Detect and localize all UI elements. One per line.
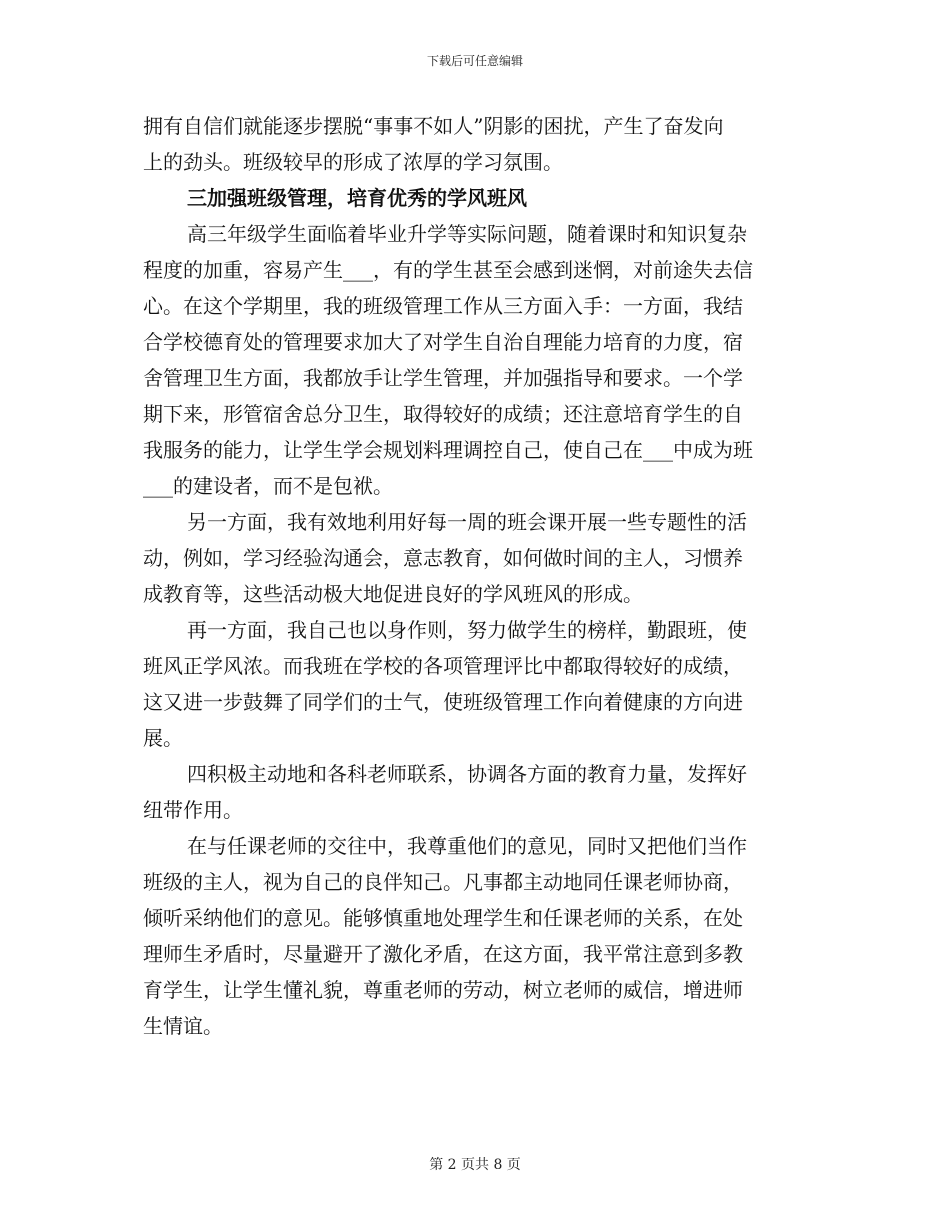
text-line: 另一方面，我有效地利用好每一周的班会课开展一些专题性的活 bbox=[187, 510, 747, 534]
text-line: 展。 bbox=[143, 726, 183, 750]
text-line: 班级的主人，视为自己的良伴知己。凡事都主动地同任课老师协商， bbox=[143, 870, 743, 894]
text-line: 我服务的能力，让学生学会规划料理调控自己，使自己在___中成为班 bbox=[143, 438, 753, 462]
text-line: 心。在这个学期里，我的班级管理工作从三方面入手：一方面，我结 bbox=[143, 294, 743, 318]
text-line: 在与任课老师的交往中，我尊重他们的意见，同时又把他们当作 bbox=[187, 834, 747, 858]
text-line: 四积极主动地和各科老师联系，协调各方面的教育力量，发挥好 bbox=[187, 762, 747, 786]
text-line: 这又进一步鼓舞了同学们的士气，使班级管理工作向着健康的方向进 bbox=[143, 690, 743, 714]
text-line: 高三年级学生面临着毕业升学等实际问题，随着课时和知识复杂 bbox=[187, 222, 747, 246]
document-body bbox=[143, 108, 803, 1044]
text-line: 纽带作用。 bbox=[143, 798, 243, 822]
text-line: 期下来，形管宿舍总分卫生，取得较好的成绩；还注意培育学生的自 bbox=[143, 402, 743, 426]
text-line: 育学生，让学生懂礼貌，尊重老师的劳动，树立老师的威信，增进师 bbox=[143, 978, 743, 1002]
paragraph-lines bbox=[143, 108, 803, 1044]
text-line: 上的劲头。班级较早的形成了浓厚的学习氛围。 bbox=[143, 150, 563, 174]
section-heading-line: 三加强班级管理，培育优秀的学风班风 bbox=[187, 186, 527, 210]
text-line: 程度的加重，容易产生___，有的学生甚至会感到迷惘，对前途失去信 bbox=[143, 258, 753, 282]
text-line: 再一方面，我自己也以身作则，努力做学生的榜样，勤跟班，使 bbox=[187, 618, 747, 642]
text-line: 生情谊。 bbox=[143, 1014, 223, 1038]
page-header: 下载后可任意编辑 bbox=[426, 54, 523, 68]
text-line: 动，例如，学习经验沟通会，意志教育，如何做时间的主人，习惯养 bbox=[143, 546, 743, 570]
text-line: 合学校德育处的管理要求加大了对学生自治自理能力培育的力度，宿 bbox=[143, 330, 743, 354]
text-line: 倾听采纳他们的意见。能够慎重地处理学生和任课老师的关系，在处 bbox=[143, 906, 743, 930]
text-line: ___的建设者，而不是包袱。 bbox=[143, 474, 393, 498]
page-number: 第 2 页共 8 页 bbox=[429, 1157, 521, 1173]
text-line: 拥有自信们就能逐步摆脱“事事不如人”阴影的困扰，产生了奋发向 bbox=[143, 114, 724, 138]
text-line: 舍管理卫生方面，我都放手让学生管理，并加强指导和要求。一个学 bbox=[143, 366, 743, 390]
text-line: 班风正学风浓。而我班在学校的各项管理评比中都取得较好的成绩， bbox=[143, 654, 743, 678]
text-line: 理师生矛盾时，尽量避开了激化矛盾，在这方面，我平常注意到多教 bbox=[143, 942, 743, 966]
text-line: 成教育等，这些活动极大地促进良好的学风班风的形成。 bbox=[143, 582, 643, 606]
